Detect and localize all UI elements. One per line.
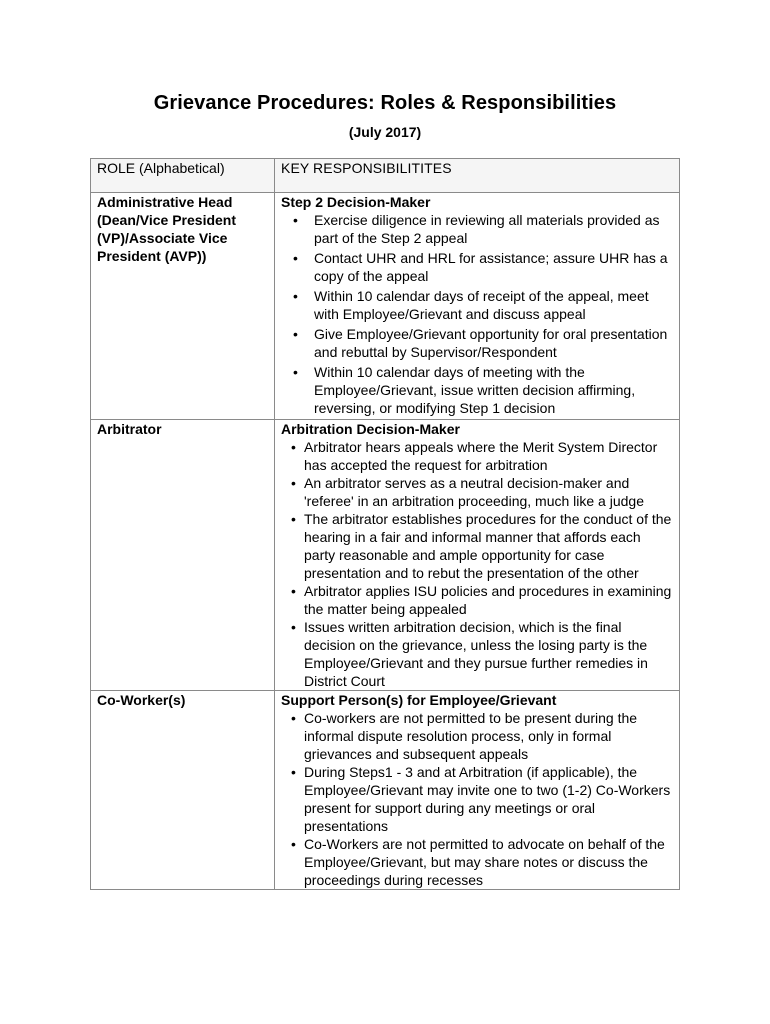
- document-title: Grievance Procedures: Roles & Responsibilities: [153, 92, 617, 114]
- role-cell: Co-Worker(s): [91, 691, 275, 890]
- table-row: [91, 691, 680, 890]
- list-item: • Co-workers are not permitted to be present during the informal dispute resolution process, only in formal grievances and subsequent appeals: [304, 709, 673, 763]
- column-header-role: ROLE (Alphabetical): [91, 159, 275, 193]
- role-cell: Arbitrator: [91, 420, 275, 691]
- responsibilities-cell: [275, 193, 680, 420]
- table-row: [91, 193, 680, 420]
- document-subtitle: (July 2017): [348, 124, 422, 140]
- roles-table: [90, 158, 680, 890]
- responsibilities-cell: [275, 691, 680, 890]
- section-heading: Arbitration Decision-Maker: [281, 421, 460, 437]
- table-row: [91, 420, 680, 691]
- list-item: • Within 10 calendar days of receipt of the appeal, meet with Employee/Grievant and discuss appeal: [314, 287, 673, 323]
- list-item: • Arbitrator hears appeals where the Merit System Director has accepted the request for arbitration: [304, 438, 673, 474]
- list-item: • During Steps1 - 3 and at Arbitration (if applicable), the Employee/Grievant may invite one to two (1-2) Co-Workers present for support during any meetings or oral presentations: [304, 763, 673, 835]
- responsibilities-cell: [275, 420, 680, 691]
- list-item: • Arbitrator applies ISU policies and procedures in examining the matter being appealed: [304, 582, 673, 618]
- section-heading: Step 2 Decision-Maker: [281, 194, 431, 210]
- list-item: • Co-Workers are not permitted to advocate on behalf of the Employee/Grievant, but may share notes or discuss the proceedings during recesses: [304, 835, 673, 889]
- list-item: • Within 10 calendar days of meeting with the Employee/Grievant, issue written decision affirming, reversing, or modifying Step 1 decision: [314, 363, 673, 417]
- role-cell: Administrative Head (Dean/Vice President (VP)/Associate Vice President (AVP)): [91, 193, 275, 420]
- list-item: • Issues written arbitration decision, which is the final decision on the grievance, unless the losing party is the Employee/Grievant and they pursue further remedies in District Court: [304, 618, 673, 690]
- table-header-row: [91, 159, 680, 193]
- list-item: • Contact UHR and HRL for assistance; assure UHR has a copy of the appeal: [314, 249, 673, 285]
- column-header-responsibilities: KEY RESPONSIBILITITES: [275, 159, 680, 193]
- list-item: • An arbitrator serves as a neutral decision-maker and 'referee' in an arbitration proceeding, much like a judge: [304, 474, 673, 510]
- section-heading: Support Person(s) for Employee/Grievant: [281, 692, 557, 708]
- list-item: • Exercise diligence in reviewing all materials provided as part of the Step 2 appeal: [314, 211, 673, 247]
- list-item: • Give Employee/Grievant opportunity for oral presentation and rebuttal by Supervisor/Respondent: [314, 325, 673, 361]
- list-item: • The arbitrator establishes procedures for the conduct of the hearing in a fair and informal manner that affords each party reasonable and ample opportunity for case presentation and to rebut the presentation of the other: [304, 510, 673, 582]
